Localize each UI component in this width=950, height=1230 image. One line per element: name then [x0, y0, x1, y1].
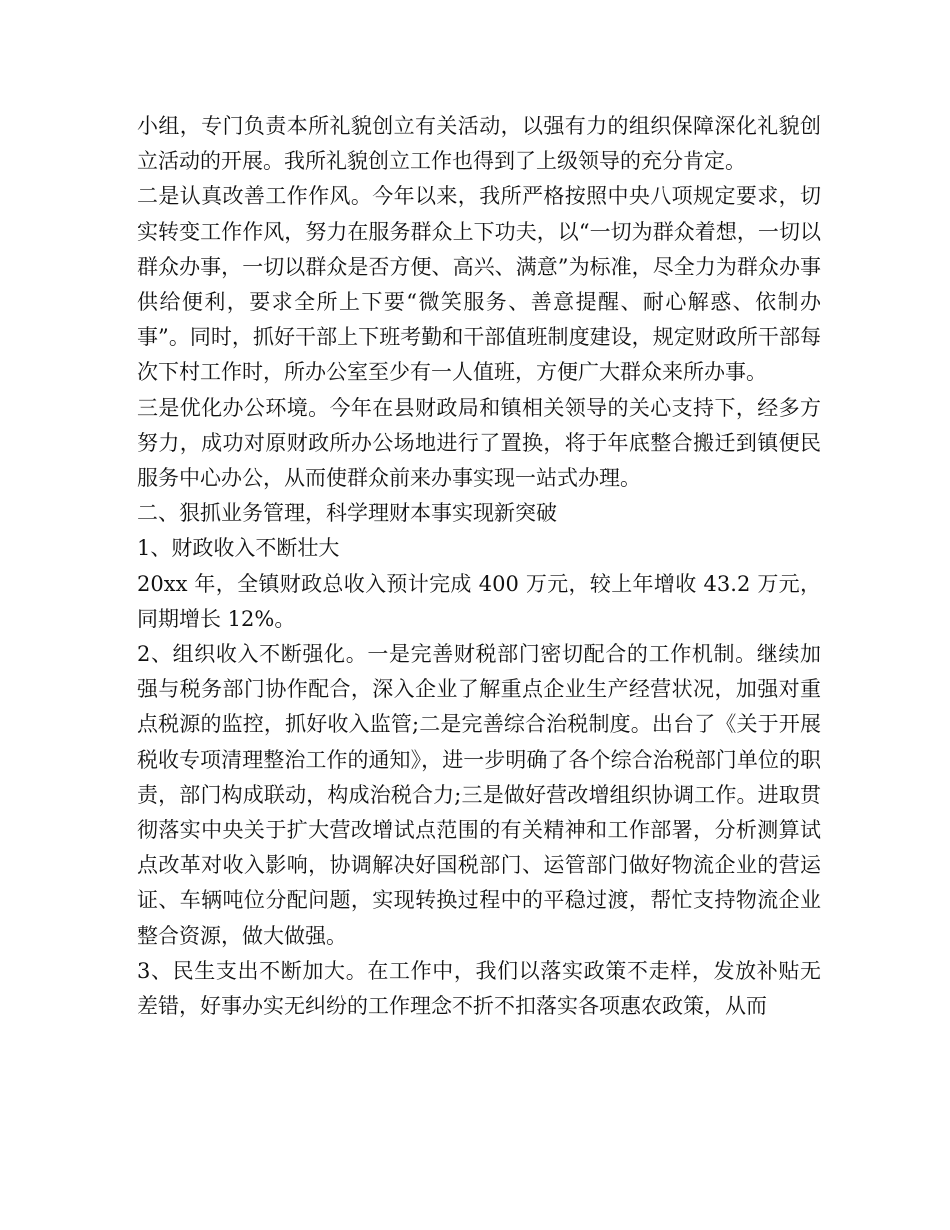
- section-heading-business-management: 二、狠抓业务管理，科学理财本事实现新突破: [137, 501, 557, 526]
- paragraph-work-style: 二是认真改善工作作风。今年以来，我所严格按照中央八项规定要求，切实转变工作作风，努力在服务群众上下功夫，以“一切为群众着想，一切以群众办事，一切以群众是否方便、高兴、满意”为标准，尽全力为群众办事供给便利，要求全所上下要“微笑服务、善意提醒、耐心解惑、依制办事”。同时，抓好干部上下班考勤和干部值班制度建设，规定财政所干部每次下村工作时，所办公室至少有一人值班，方便广大群众来所办事。: [137, 184, 821, 385]
- paragraph-revenue-figures: 20xx 年，全镇财政总收入预计完成 400 万元，较上年增收 43.2 万元，同期增长 12%。: [137, 571, 821, 631]
- paragraph-office-environment: 三是优化办公环境。今年在县财政局和镇相关领导的关心支持下，经多方努力，成功对原财政所办公场地进行了置换，将于年底整合搬迁到镇便民服务中心办公，从而使群众前来办事实现一站式办理。: [137, 395, 821, 491]
- subheading-fiscal-revenue: 1、财政收入不断壮大: [137, 536, 340, 561]
- paragraph-livelihood-spending: 3、民生支出不断加大。在工作中，我们以落实政策不走样，发放补贴无差错，好事办实无纠纷的工作理念不折不扣落实各项惠农政策，从而: [137, 958, 821, 1019]
- paragraph-revenue-organization: 2、组织收入不断强化。一是完善财税部门密切配合的工作机制。继续加强与税务部门协作配合，深入企业了解重点企业生产经营状况，加强对重点税源的监控，抓好收入监管;二是完善综合治税制度。出台了《关于开展税收专项清理整治工作的通知》，进一步明确了各个综合治税部门单位的职责，部门构成联动，构成治税合力;三是做好营改增组织协调工作。进取贯彻落实中央关于扩大营改增试点范围的有关精神和工作部署，分析测算试点改革对收入影响，协调解决好国税部门、运管部门做好物流企业的营运证、车辆吨位分配问题，实现转换过程中的平稳过渡，帮忙支持物流企业整合资源，做大做强。: [137, 642, 821, 948]
- document-body: [137, 109, 821, 1024]
- paragraph-committee: 小组，专门负责本所礼貌创立有关活动，以强有力的组织保障深化礼貌创立活动的开展。我所礼貌创立工作也得到了上级领导的充分肯定。: [137, 114, 821, 174]
